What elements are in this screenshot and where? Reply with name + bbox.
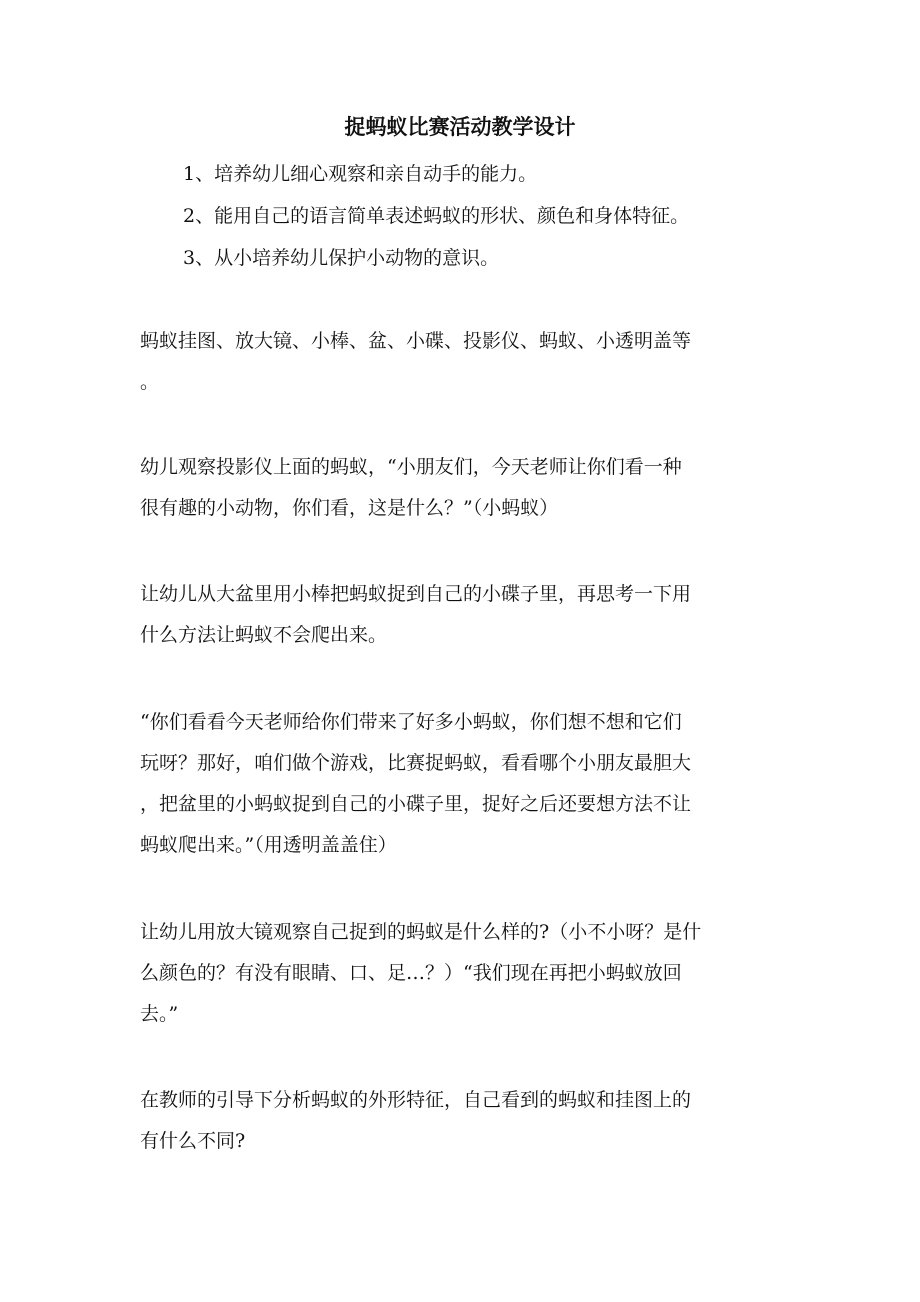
paragraph-line: 去。” [140,1003,179,1025]
paragraph-line: 让幼儿用放大镜观察自己捉到的蚂蚁是什么样的?（小不小呀？是什 [140,921,702,943]
objective-1: 1、培养幼儿细心观察和亲自动手的能力。 [183,163,538,185]
magnifier-paragraph [140,912,780,1035]
analysis-paragraph [140,1080,780,1162]
paragraph-line: 蚂蚁挂图、放大镜、小棒、盆、小碟、投影仪、蚂蚁、小透明盖等 [140,330,692,352]
objective-2: 2、能用自己的语言简单表述蚂蚁的形状、颜色和身体特征。 [183,205,690,227]
paragraph-line: 蚂蚁爬出来。”（用透明盖盖住） [140,834,397,856]
paragraph-line: 让幼儿从大盆里用小棒把蚂蚁捉到自己的小碟子里，再思考一下用 [140,583,692,605]
paragraph-line: 有什么不同? [140,1130,246,1152]
paragraph-line: 在教师的引导下分析蚂蚁的外形特征，自己看到的蚂蚁和挂图上的 [140,1089,692,1111]
paragraph-line: 么颜色的？有没有眼睛、口、足…？）“我们现在再把小蚂蚁放回 [140,962,682,984]
materials-paragraph [140,321,780,403]
paragraph-line: 玩呀？那好，咱们做个游戏，比赛捉蚂蚁，看看哪个小朋友最胆大 [140,752,692,774]
objective-3: 3、从小培养幼儿保护小动物的意识。 [183,247,500,269]
paragraph-line: “你们看看今天老师给你们带来了好多小蚂蚁，你们想不想和它们 [140,711,682,733]
paragraph-line: 幼儿观察投影仪上面的蚂蚁，“小朋友们，今天老师让你们看一种 [140,456,682,478]
paragraph-line: ，把盆里的小蚂蚁捉到自己的小碟子里，捉好之后还要想方法不让 [140,793,692,815]
observe-projector-paragraph [140,447,780,529]
paragraph-line: 。 [140,371,160,393]
paragraph-line: 很有趣的小动物，你们看，这是什么？”（小蚂蚁） [140,497,559,519]
document-title: 捉蚂蚁比赛活动教学设计 [344,114,576,139]
game-paragraph [140,702,780,866]
catch-ants-paragraph [140,574,780,656]
paragraph-line: 什么方法让蚂蚁不会爬出来。 [140,624,388,646]
